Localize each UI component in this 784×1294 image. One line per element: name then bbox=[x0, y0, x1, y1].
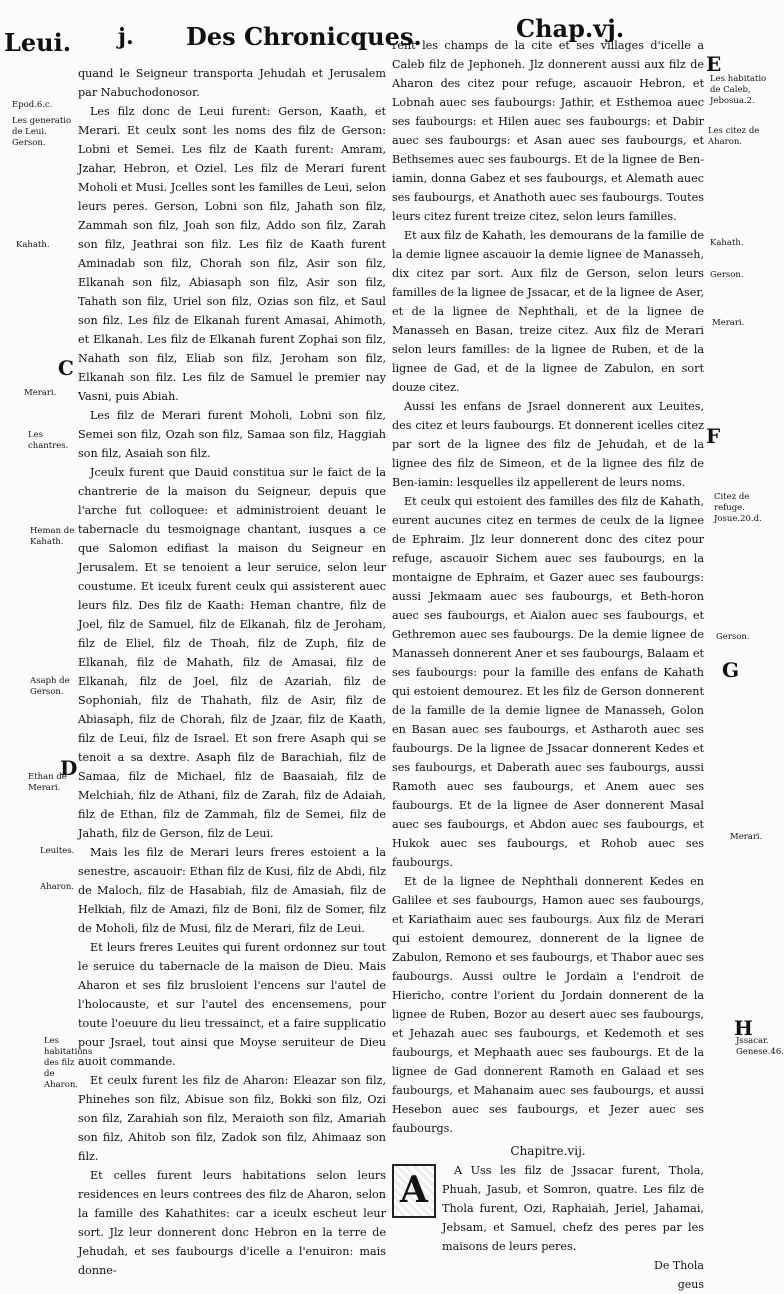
margin-note: Kahath. bbox=[16, 240, 50, 250]
decorated-initial: A bbox=[392, 1164, 436, 1218]
margin-note: Les habitatio de Caleb, Jebosua.2. bbox=[710, 74, 767, 106]
paragraph: rent les champs de la cite et ses villages d'icelle a Caleb filz de Jephoneh. Jlz donnerent aussi aux filz de Aharon des citez pour refuge, ascauoir Hebron, et Lobnah auec ses faubourgs: Jathir, et Esthemoa auec ses faubourgs: et Hilen auec ses faubourgs: et Dabir auec ses faubourgs: et Asan auec ses faubourgs, et Bethsemes auec ses faubourgs. Et de la lignee de Ben-iamin, donna Gabez et ses faubourgs, et Alemath auec ses faubourgs, et Anathoth auec ses faubourgs. Toutes leurs citez furent treize citez, selon leurs familles. bbox=[392, 39, 704, 223]
paragraph: Et ceulx qui estoient des familles des filz de Kahath, eurent aucunes citez en termes de ceulx de la lignee de Ephraim. Jlz leur donnerent donc des citez pour refuge, ascauoir Sichem auec ses faubourgs, en la montaigne de Ephraim, et Gazer auec ses faubourgs: aussi Jekmaam auec ses faubourgs, et Beth-horon auec ses faubourgs, et Aialon auec ses faubourgs, et Gethremon auec ses faubourgs. De la demie lignee de Manasseh donnerent Aner et ses faubourgs, Balaam et ses faubourgs: pour la famille des enfans de Kahath qui estoient demourez. Et les filz de Gerson donnerent de la famille de la demie lignee de Manasseh, Golon en Basan auec ses faubourgs, et Astharoth auec ses faubourgs. De la lignee de Jssacar donnerent Kedes et ses faubourgs, et Daberath auec ses faubourgs, aussi Ramoth auec ses faubourgs, et Anem auec ses faubourgs. Et de la lignee de Aser donnerent Masal auec ses faubourgs, et Abdon auec ses faubourgs, et Hukok auec ses faubourgs, et Rohob auec ses faubourgs. bbox=[392, 495, 704, 869]
margin-note: Gerson. bbox=[716, 632, 750, 642]
folio-number: j. bbox=[118, 24, 134, 50]
margin-note: Les habitations des filz de Aharon. bbox=[44, 1036, 93, 1090]
book-title: Des Chronicques. bbox=[186, 22, 422, 51]
chapter-heading: Chapitre.vij. bbox=[510, 1144, 586, 1158]
margin-note: Gerson. bbox=[710, 270, 744, 280]
catchword-line-2: geus bbox=[677, 1278, 704, 1291]
chapter-running-head: Chap.vj. bbox=[516, 14, 625, 43]
section-letter: G bbox=[722, 658, 740, 682]
paragraph: Mais les filz de Merari leurs freres estoient a la senestre, ascauoir: Ethan filz de Kusi, filz de Abdi, filz de Maloch, filz de Hasabiah, filz de Amasiah, filz de Helkiah, filz de Amazi, filz de Boni, filz de Somer, filz de Moholi, filz de Musi, filz de Merari, filz de Leui. bbox=[78, 846, 386, 935]
catchword-line-1: De Thola bbox=[654, 1259, 704, 1272]
margin-note: Ethan de Merari. bbox=[28, 772, 67, 793]
running-head-left: Leui. bbox=[4, 28, 72, 57]
paragraph: Et celles furent leurs habitations selon leurs residences en leurs contrees des filz de Aharon, selon la famille des Kahathites: car a iceulx escheut leur sort. Jlz leur donnerent donc Hebron en la terre de Jehudah, et ses faubourgs d'icelle a l'enuiron: mais donne- bbox=[78, 1169, 386, 1277]
margin-note: Les chantres. bbox=[28, 430, 69, 451]
section-letter: H bbox=[734, 1016, 753, 1040]
section-letter: E bbox=[706, 52, 722, 76]
paragraph: Et ceulx furent les filz de Aharon: Eleazar son filz, Phinehes son filz, Abisue son filz, Bokki son filz, Ozi son filz, Zarahiah son filz, Meraioth son filz, Amariah son filz, Ahitob son filz, Zadok son filz, Ahimaaz son filz. bbox=[78, 1074, 386, 1163]
margin-note: Heman de Kahath. bbox=[30, 526, 75, 547]
margin-note: Epod.6.c. bbox=[12, 100, 53, 110]
margin-note: Merari. bbox=[24, 388, 57, 398]
margin-note: Merari. bbox=[730, 832, 763, 842]
paragraph: Aussi les enfans de Jsrael donnerent aux Leuites, des citez et leurs faubourgs. Et donnerent icelles citez par sort de la lignee des filz de Jehudah, et de la lignee des filz de Simeon, et de la lignee des filz de Ben-iamin: lesquelles ilz appellerent de leurs noms. bbox=[392, 400, 704, 489]
paragraph: Les filz donc de Leui furent: Gerson, Kaath, et Merari. Et ceulx sont les noms des filz de Gerson: Lobni et Semei. Les filz de Kaath furent: Amram, Jzahar, Hebron, et Oziel. Les filz de Merari furent Moholi et Musi. Jcelles sont les familles de Leui, selon leurs peres. Gerson, Lobni son filz, Jahath son filz, Zammah son filz, Joah son filz, Addo son filz, Zarah son filz, Jeathrai son filz. Les filz de Kaath furent Aminadab son filz, Chorah son filz, Asir son filz, Elkanah son filz, Abiasaph son filz, Asir son filz, Tahath son filz, Uriel son filz, Ozias son filz, et Saul son filz. Les filz de Elkanah furent Amasai, Ahimoth, et Elkanah. Les filz de Elkanah furent Zophai son filz, Nahath son filz, Eliab son filz, Jeroham son filz, Elkanah son filz. Les filz de Samuel le premier nay Vasni, puis Abiah. bbox=[78, 105, 386, 403]
paragraph: Jceulx furent que Dauid constitua sur le faict de la chantrerie de la maison du Seigneur, depuis que l'arche fut colloquee: et administroient deuant le tabernacle du tesmoignage chantant, iusques a ce que Salomon edifiast la maison du Seigneur en Jerusalem. Et se tenoient a leur seruice, selon leur coustume. Et iceulx furent ceulx qui assisterent auec leurs filz. Des filz de Kaath: Heman chantre, filz de Joel, filz de Samuel, filz de Elkanah, filz de Jeroham, filz de Eliel, filz de Thoah, filz de Zuph, filz de Elkanah, filz de Mahath, filz de Amasai, filz de Elkanah, filz de Joel, filz de Azariah, filz de Sophoniah, filz de Thahath, filz de Asir, filz de Abiasaph, filz de Chorah, filz de Jzaar, filz de Kaath, filz de Leui, filz de Israel. Et son frere Asaph qui se tenoit a sa dextre. Asaph filz de Barachiah, filz de Samaa, filz de Michael, filz de Baasaiah, filz de Melchiah, filz de Athani, filz de Zarah, filz de Adaiah, filz de Ethan, filz de Zammah, filz de Semei, filz de Jahath, filz de Gerson, filz de Leui. bbox=[78, 466, 386, 840]
margin-note: Jssacar. Genese.46. bbox=[736, 1036, 784, 1057]
paragraph: Et aux filz de Kahath, les demourans de la famille de la demie lignee ascauoir la demie lignee de Manasseh, dix citez par sort. Aux filz de Gerson, selon leurs familles de la lignee de Jssacar, et de la lignee de Aser, et de la lignee de Nephthali, et de la lignee de Manasseh en Basan, treize citez. Aux filz de Merari selon leurs familles: de la lignee de Ruben, et de la lignee de Gad, et de la lignee de Zabulon, en sort douze citez. bbox=[392, 229, 704, 394]
right-column bbox=[392, 36, 704, 1291]
paragraph: Et de la lignee de Nephthali donnerent Kedes en Galilee et ses faubourgs, Hamon auec ses faubourgs, et Kariathaim auec ses faubourgs. Aux filz de Merari qui estoient demourez, donnerent de la lignee de Zabulon, Remono et ses faubourgs, et Thabor auec ses faubourgs. Aussi oultre le Jordain a l'endroit de Hiericho, contre l'orient du Jordain donnerent de la lignee de Ruben, Bozor au desert auec ses faubourgs, et Jehazah auec ses faubourgs, et Kedemoth et ses faubourgs, et Mephaath auec ses faubourgs. Et de la lignee de Gad donnerent Ramoth en Galaad et ses faubourgs, et Mahanaim auec ses faubourgs, et aussi Hesebon auec ses faubourgs, et Jezer auec ses faubourgs. bbox=[392, 875, 704, 1135]
margin-note: Les citez de Aharon. bbox=[708, 126, 760, 147]
section-letter: C bbox=[58, 356, 74, 380]
margin-note: Asaph de Gerson. bbox=[30, 676, 70, 697]
section-letter: F bbox=[706, 424, 721, 448]
section-letter: D bbox=[60, 756, 78, 780]
chapter-text: A Uss les filz de Jssacar furent, Thola, Phuah, Jasub, et Somron, quatre. Les filz de Thola furent, Ozi, Raphaiah, Jeriel, Jahamai, Jebsam, et Samuel, chefz des peres par les maisons de leurs peres. bbox=[442, 1164, 704, 1253]
margin-note: Kahath. bbox=[710, 238, 744, 248]
margin-note: Merari. bbox=[712, 318, 745, 328]
left-column bbox=[78, 64, 386, 1277]
paragraph: quand le Seigneur transporta Jehudah et Jerusalem par Nabuchodonosor. bbox=[78, 67, 386, 99]
chapter-opening bbox=[392, 1161, 704, 1256]
margin-note: Leuites. bbox=[40, 846, 75, 856]
margin-note: Citez de refuge. Josue.20.d. bbox=[714, 492, 762, 524]
paragraph: Les filz de Merari furent Moholi, Lobni son filz, Semei son filz, Ozah son filz, Samaa son filz, Haggiah son filz, Asaiah son filz. bbox=[78, 409, 386, 460]
margin-note: Les generatio de Leui. Gerson. bbox=[12, 116, 72, 148]
catchword bbox=[392, 1256, 704, 1294]
paragraph: Et leurs freres Leuites qui furent ordonnez sur tout le seruice du tabernacle de la maison de Dieu. Mais Aharon et ses filz brusloient l'encens sur l'autel de l'holocauste, et sur l'autel des encensemens, pour toute l'oeuure du lieu tressainct, et a faire supplicatio pour Jsrael, tout ainsi que Moyse seruiteur de Dieu auoit commande. bbox=[78, 941, 386, 1068]
margin-note: Aharon. bbox=[40, 882, 75, 892]
